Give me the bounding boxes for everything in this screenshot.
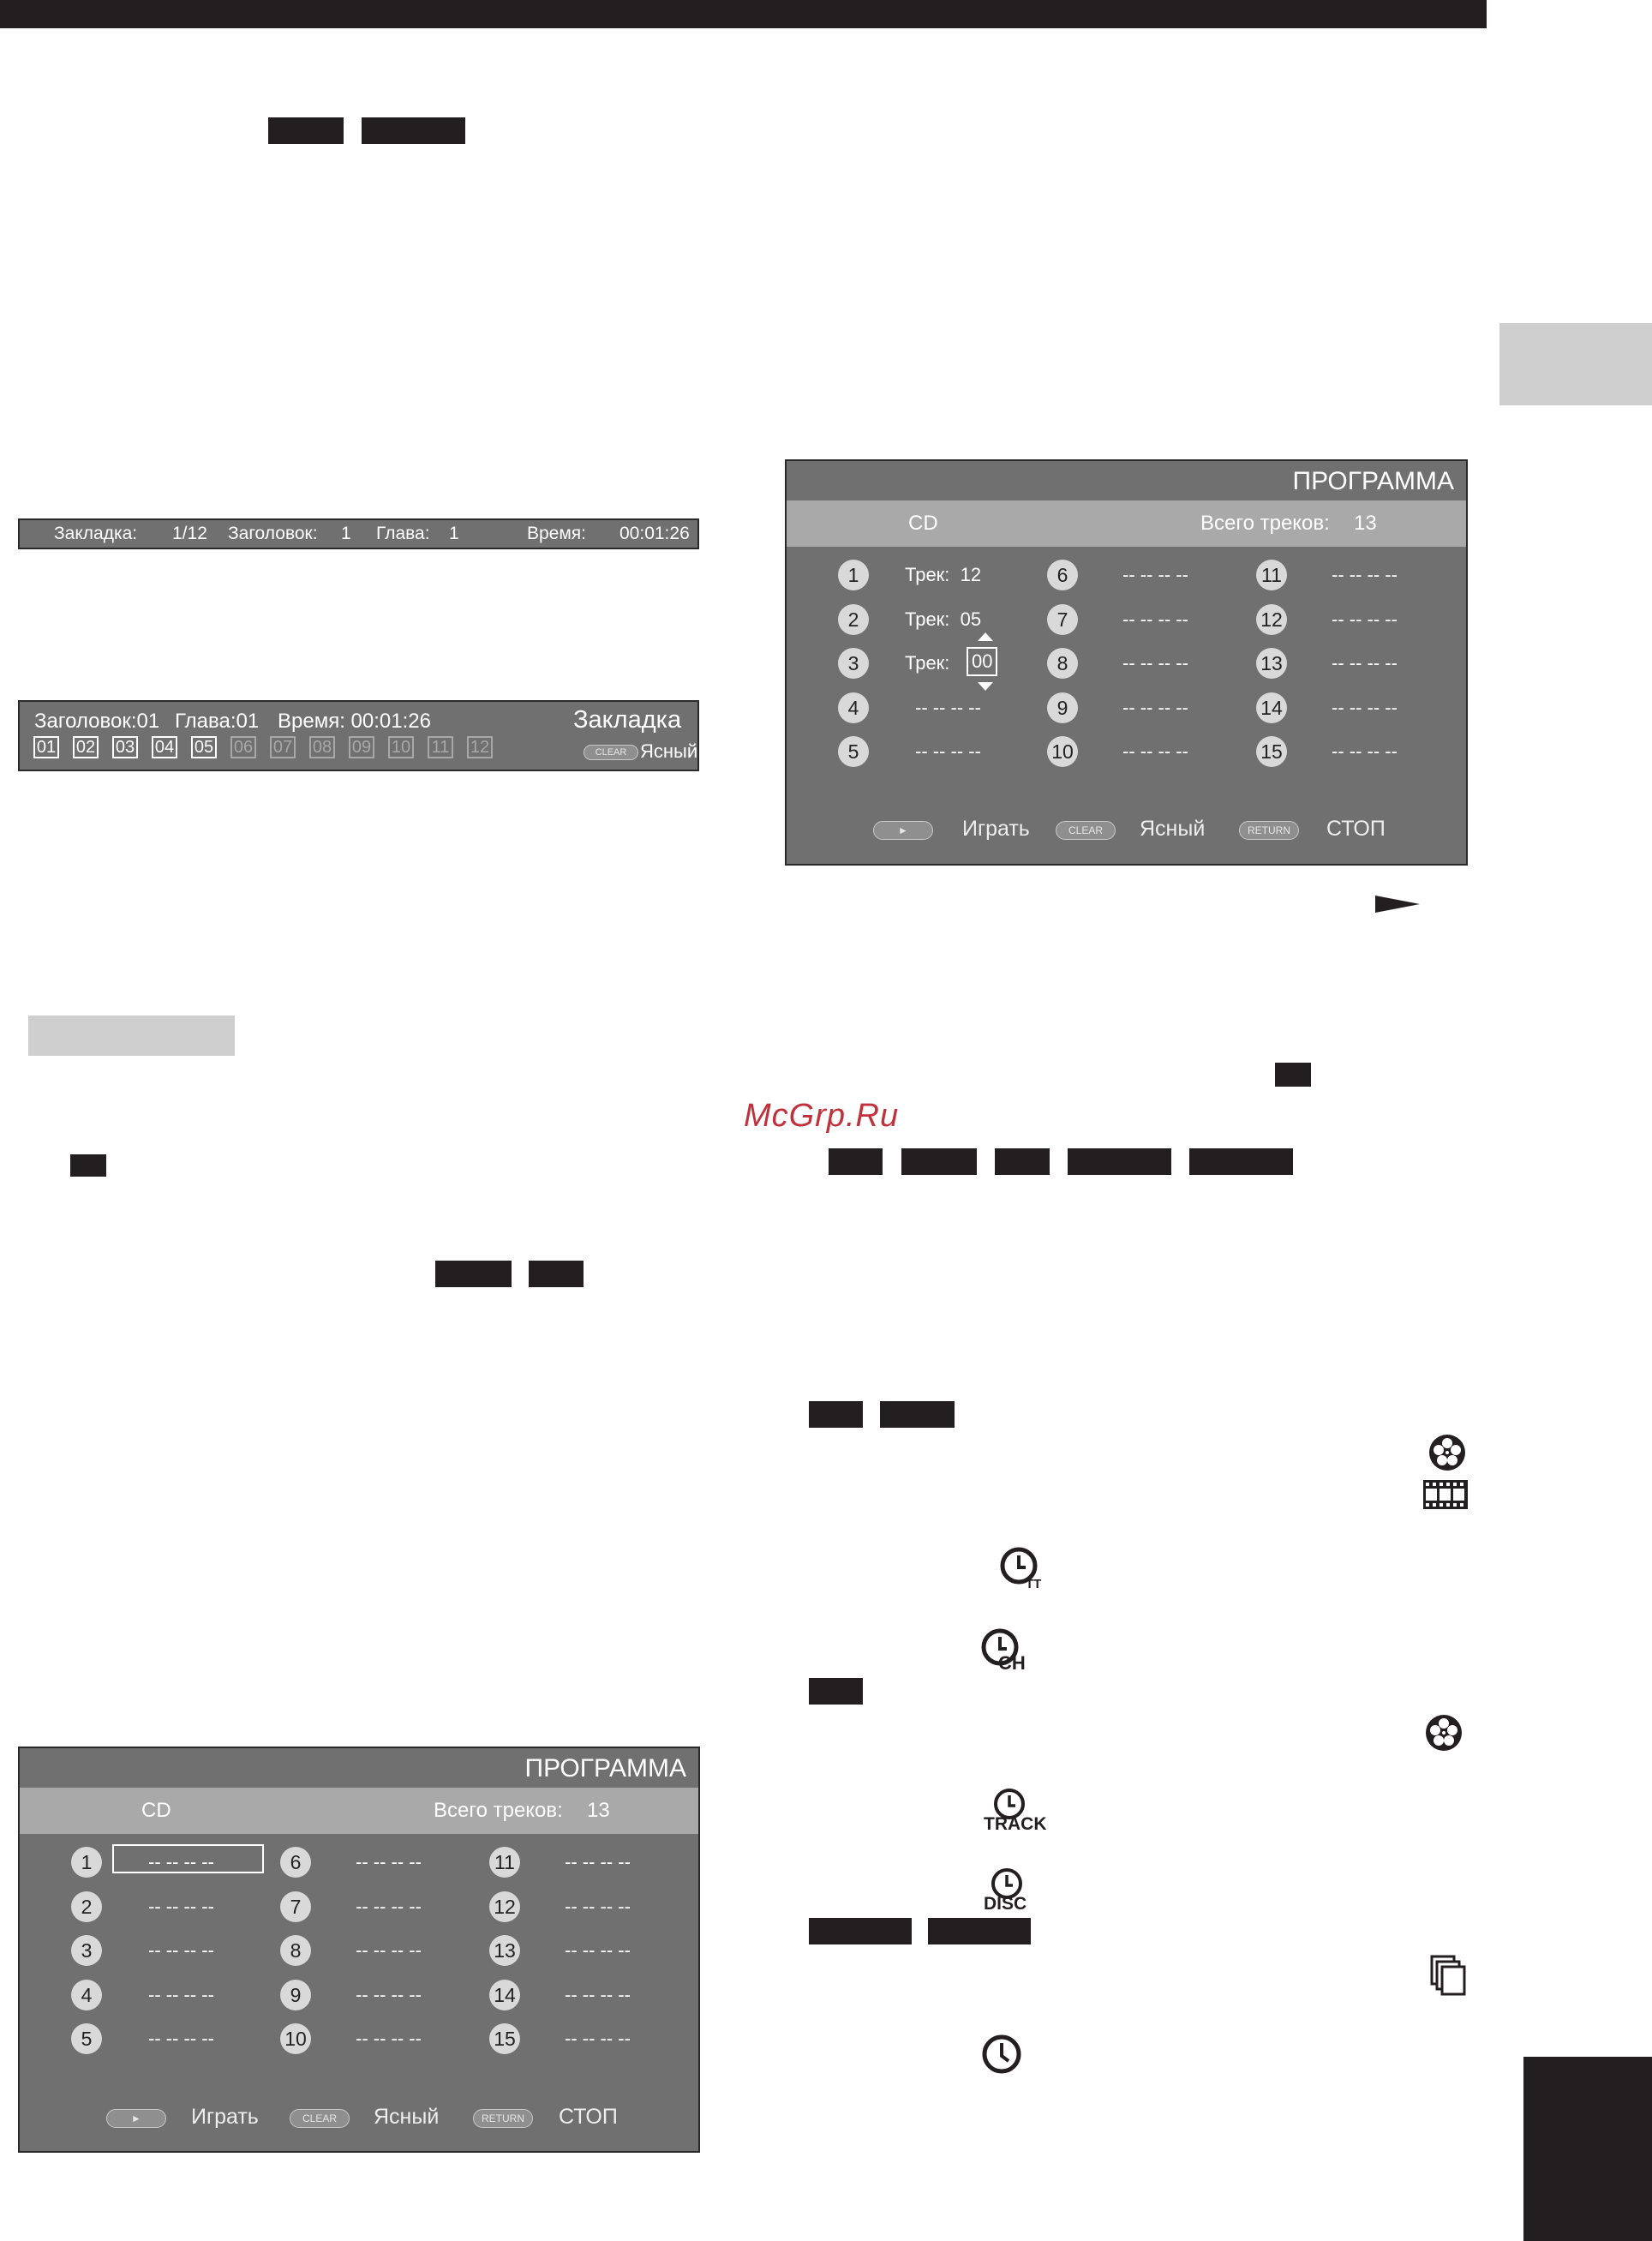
program-slot-number: 11: [1256, 560, 1287, 590]
clear-label: Ясный: [1140, 817, 1206, 841]
multi-page-icon: [1429, 1954, 1467, 1997]
program-slot-number: 4: [71, 1980, 102, 2010]
bookmark-slot[interactable]: 04: [152, 736, 177, 758]
film-strip-icon: [1422, 1479, 1469, 1510]
label-box: [880, 1401, 955, 1428]
program-slot-value[interactable]: -- -- -- --: [565, 1851, 631, 1872]
bookmark-menu: [18, 700, 699, 771]
section-heading-box: [28, 1016, 235, 1056]
label-box: [995, 1148, 1050, 1175]
increment-arrow-icon[interactable]: [978, 632, 993, 641]
program-slot-value[interactable]: -- -- -- --: [148, 1983, 214, 2005]
label-box: [1275, 1063, 1311, 1087]
track-time-icon: [981, 1789, 1048, 1831]
label-box: [70, 1154, 106, 1177]
program-slot-value[interactable]: -- -- -- --: [1122, 696, 1188, 718]
bookmark-slot[interactable]: 06: [230, 736, 256, 758]
chapter-time-icon-label: CH: [998, 1652, 1026, 1671]
program-slot-number: 2: [71, 1891, 102, 1922]
disc-time-icon: [981, 1868, 1038, 1913]
program-slot-value[interactable]: -- -- -- --: [915, 740, 981, 762]
program-slot-value[interactable]: -- -- -- --: [148, 1895, 214, 1917]
decrement-arrow-icon[interactable]: [978, 682, 993, 691]
program-slot-number: 12: [489, 1891, 520, 1922]
program-slot-value[interactable]: Трек:: [905, 652, 950, 674]
program-slot-value[interactable]: -- -- -- --: [356, 1895, 422, 1917]
play-label: Играть: [962, 817, 1030, 841]
program-title: ПРОГРАММА: [1292, 467, 1454, 495]
top-header-bar: [0, 0, 1487, 28]
program-slot-number: 5: [838, 736, 869, 767]
film-reel-icon: [1428, 1434, 1466, 1471]
label-box: [809, 1918, 912, 1944]
return-button[interactable]: RETURN: [1239, 821, 1299, 840]
program-slot-number: 15: [489, 2023, 520, 2054]
chapter-info: Глава:01: [175, 710, 260, 733]
clear-label: Ясный: [640, 740, 698, 762]
play-arrow-icon: [1375, 894, 1420, 914]
stop-label: СТОП: [559, 2105, 618, 2129]
label-box: [1189, 1148, 1293, 1175]
bookmark-slot[interactable]: 05: [191, 736, 217, 758]
bookmark-slot[interactable]: 07: [270, 736, 296, 758]
bookmark-slot[interactable]: 03: [112, 736, 138, 758]
program-slot-value[interactable]: -- -- -- --: [1122, 564, 1188, 585]
bookmark-slot[interactable]: 02: [73, 736, 99, 758]
title-time-icon-label: TT: [1026, 1577, 1042, 1590]
program-slot-number: 12: [1256, 604, 1287, 635]
time-info: Время: 00:01:26: [278, 710, 431, 733]
program-slot-number: 10: [280, 2023, 311, 2054]
program-slot-value[interactable]: -- -- -- --: [148, 1939, 214, 1961]
program-slot-number: 7: [280, 1891, 311, 1922]
program-slot-number: 5: [71, 2023, 102, 2054]
program-slot-value[interactable]: -- -- -- --: [565, 2028, 631, 2049]
disc-time-icon-label: DISC: [984, 1894, 1027, 1913]
film-reel-icon: [1425, 1714, 1463, 1752]
label-box: [829, 1148, 883, 1175]
program-slot-value[interactable]: -- -- -- --: [148, 2028, 214, 2049]
play-label: Играть: [191, 2105, 259, 2129]
stop-label: СТОП: [1326, 817, 1386, 841]
program-screen-top: [785, 459, 1468, 866]
bookmark-slot[interactable]: 10: [388, 736, 414, 758]
program-slot-number: 3: [71, 1935, 102, 1966]
program-slot-value[interactable]: -- -- -- --: [356, 2028, 422, 2049]
program-slot-value[interactable]: -- -- -- --: [1122, 608, 1188, 630]
program-slot-value[interactable]: -- -- -- --: [1332, 608, 1398, 630]
clear-label: Ясный: [374, 2105, 440, 2129]
total-tracks-value: 13: [1354, 512, 1377, 535]
program-slot-value[interactable]: -- -- -- --: [1122, 652, 1188, 674]
return-button[interactable]: RETURN: [473, 2109, 533, 2128]
label-box: [268, 117, 344, 144]
side-tab-gray: [1499, 323, 1652, 405]
program-slot-number: 13: [489, 1935, 520, 1966]
total-tracks-label: Всего треков:: [1200, 512, 1330, 535]
chapter-value: 1: [449, 524, 459, 543]
play-button[interactable]: ►: [873, 821, 933, 840]
program-slot-number: 8: [280, 1935, 311, 1966]
track-edit-field[interactable]: 00: [967, 647, 997, 676]
program-slot-value[interactable]: Трек: 05: [905, 608, 982, 630]
program-slot-number: 15: [1256, 736, 1287, 767]
program-slot-value[interactable]: -- -- -- --: [356, 1851, 422, 1872]
program-slot-number: 11: [489, 1847, 520, 1878]
program-slot-value[interactable]: -- -- -- --: [1332, 652, 1398, 674]
label-box: [362, 117, 465, 144]
label-box: [809, 1401, 863, 1428]
program-slot-value[interactable]: -- -- -- --: [148, 1851, 214, 1872]
program-slot-number: 14: [489, 1980, 520, 2010]
program-slot-value[interactable]: -- -- -- --: [1332, 564, 1398, 585]
label-box: [435, 1261, 512, 1287]
watermark: McGrp.Ru: [744, 1098, 900, 1134]
bookmark-value: 1/12: [172, 524, 207, 543]
bookmark-label: Закладка:: [54, 524, 138, 543]
bookmark-status-bar: [18, 518, 699, 549]
program-slot-value[interactable]: -- -- -- --: [565, 1983, 631, 2005]
time-value: 00:01:26: [620, 524, 690, 543]
selected-slot-frame: [112, 1844, 264, 1873]
total-tracks-value: 13: [587, 1799, 610, 1822]
program-subheader: [20, 1788, 698, 1834]
label-box: [529, 1261, 584, 1287]
program-slot-number: 9: [280, 1980, 311, 2010]
program-slot-number: 2: [838, 604, 869, 635]
bookmark-slot[interactable]: 12: [467, 736, 493, 758]
program-slot-number: 4: [838, 692, 869, 723]
program-slot-value[interactable]: -- -- -- --: [1332, 740, 1398, 762]
time-label: Время:: [527, 524, 587, 543]
disc-type: CD: [908, 512, 938, 535]
program-slot-value[interactable]: -- -- -- --: [1332, 696, 1398, 718]
clock-icon: [981, 2034, 1022, 2075]
title-time-icon: [998, 1545, 1046, 1590]
bookmark-slot[interactable]: 09: [349, 736, 374, 758]
label-box: [1068, 1148, 1171, 1175]
side-tab-black: [1523, 2057, 1652, 2241]
title-value: 1: [341, 524, 351, 543]
program-slot-value[interactable]: -- -- -- --: [915, 696, 981, 718]
clear-button[interactable]: CLEAR: [290, 2109, 350, 2128]
program-slot-number: 8: [1047, 648, 1078, 679]
program-slot-number: 6: [280, 1847, 311, 1878]
bookmark-slot[interactable]: 11: [428, 736, 453, 758]
title-label: Заголовок:: [228, 524, 318, 543]
label-box: [809, 1678, 863, 1705]
label-box: [928, 1918, 1031, 1944]
program-slot-number: 6: [1047, 560, 1078, 590]
chapter-label: Глава:: [376, 524, 430, 543]
program-slot-number: 14: [1256, 692, 1287, 723]
program-slot-number: 7: [1047, 604, 1078, 635]
program-slot-number: 10: [1047, 736, 1078, 767]
program-slot-number: 13: [1256, 648, 1287, 679]
play-button[interactable]: ►: [106, 2109, 166, 2128]
program-title: ПРОГРАММА: [524, 1754, 686, 1783]
program-slot-value[interactable]: -- -- -- --: [565, 1939, 631, 1961]
program-slot-number: 3: [838, 648, 869, 679]
chapter-time-icon: [981, 1628, 1034, 1671]
program-slot-value[interactable]: -- -- -- --: [356, 1939, 422, 1961]
program-screen-bottom: [18, 1747, 700, 2153]
bookmark-heading: Закладка: [573, 706, 682, 734]
track-time-icon-label: TRACK: [984, 1814, 1047, 1831]
total-tracks-label: Всего треков:: [434, 1799, 563, 1822]
program-slot-value[interactable]: Трек: 12: [905, 564, 982, 585]
program-slot-value[interactable]: -- -- -- --: [356, 1983, 422, 2005]
label-box: [901, 1148, 977, 1175]
program-slot-number: 9: [1047, 692, 1078, 723]
program-subheader: [787, 500, 1466, 547]
program-slot-number: 1: [838, 560, 869, 590]
clear-button[interactable]: CLEAR: [1056, 821, 1116, 840]
program-slot-value[interactable]: -- -- -- --: [565, 1895, 631, 1917]
disc-type: CD: [141, 1799, 171, 1822]
program-slot-number: 1: [71, 1847, 102, 1878]
title-info: Заголовок:01: [34, 710, 160, 733]
program-slot-value[interactable]: -- -- -- --: [1122, 740, 1188, 762]
bookmark-slot[interactable]: 08: [309, 736, 335, 758]
bookmark-slot[interactable]: 01: [33, 736, 59, 758]
clear-button[interactable]: CLEAR: [584, 745, 638, 760]
